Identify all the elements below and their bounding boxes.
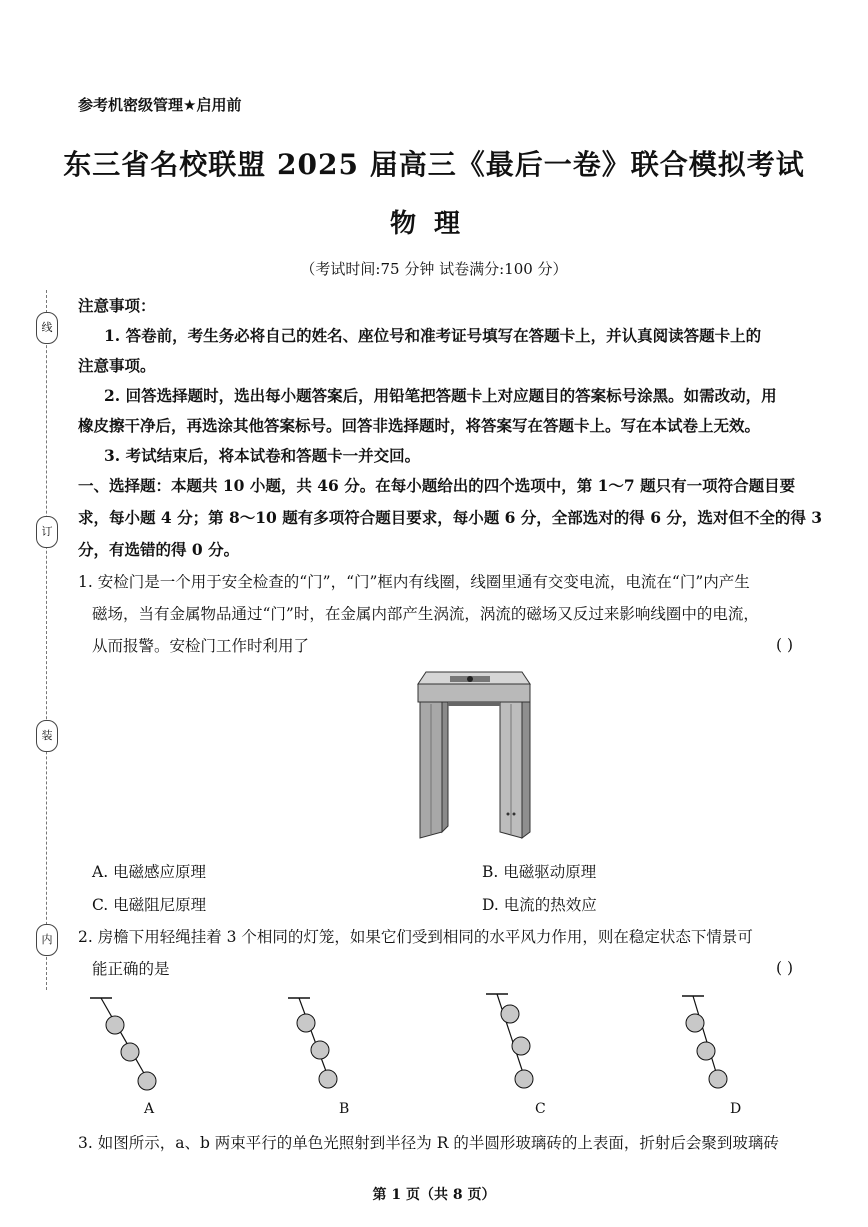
q1-line-2: 磁场，当有金属物品通过“门”时，在金属内部产生涡流，涡流的磁场又反过来影响线圈中的电流， (92, 605, 759, 623)
q1-option-c: C. 电磁阻尼原理 (92, 896, 207, 914)
q1-line-1: 1. 安检门是一个用于安全检查的“门”，“门”框内有线圈，线圈里通有交变电流，电流在“门”内产生 (78, 573, 750, 591)
note-1-line-2: 注意事项。 (78, 356, 156, 375)
lantern-label-a: A (144, 1101, 155, 1117)
confidential-label: 参考机密级管理★启用前 (78, 96, 242, 114)
binding-margin-line (46, 290, 47, 990)
lantern-figure-c (478, 988, 568, 1096)
q2-line-1: 2. 房檐下用轻绳挂着 3 个相同的灯笼，如果它们受到相同的水平风力作用，则在稳定状态下情景可 (78, 928, 753, 946)
exam-title: 东三省名校联盟 2025 届高三《最后一卷》联合模拟考试 (63, 148, 805, 181)
section1-line-3: 分，有选错的得 0 分。 (78, 540, 240, 559)
lantern-label-c: C (535, 1101, 546, 1117)
q1-answer-paren: ( ) (776, 636, 794, 654)
note-2-line-1: 2. 回答选择题时，选出每小题答案后，用铅笔把答题卡上对应题目的答案标号涂黑。如需改动，用 (104, 386, 777, 405)
note-3: 3. 考试结束后，将本试卷和答题卡一并交回。 (104, 446, 421, 465)
page-footer: 第 1 页（共 8 页） (372, 1187, 496, 1203)
q1-option-d: D. 电流的热效应 (482, 896, 597, 914)
q1-option-a: A. 电磁感应原理 (92, 863, 207, 881)
notes-heading: 注意事项： (78, 296, 156, 315)
margin-seal-order: 订 (36, 516, 58, 548)
section1-line-1: 一、选择题：本题共 10 小题，共 46 分。在每小题给出的四个选项中，第 1～7 题只有一项符合题目要 (78, 476, 796, 495)
lantern-label-d: D (730, 1101, 742, 1117)
lantern-figure-a (86, 992, 176, 1096)
security-gate-image (412, 664, 536, 844)
lantern-figure-b (282, 992, 372, 1096)
section1-line-2: 求，每小题 4 分；第 8～10 题有多项符合题目要求，每小题 6 分，全部选对的得 6 分，选对但不全的得 3 (78, 508, 823, 527)
q3-line-1: 3. 如图所示，a、b 两束平行的单色光照射到半径为 R 的半圆形玻璃砖的上表面，折射后会聚到玻璃砖 (78, 1134, 779, 1152)
lantern-label-b: B (339, 1101, 350, 1117)
margin-seal-bind: 装 (36, 720, 58, 752)
q2-answer-paren: ( ) (776, 959, 794, 977)
margin-seal-inner: 内 (36, 924, 58, 956)
exam-time-info: （考试时间:75 分钟 试卷满分:100 分） (300, 260, 568, 278)
margin-seal-line: 线 (36, 312, 58, 344)
note-1-line-1: 1. 答卷前，考生务必将自己的姓名、座位号和准考证号填写在答题卡上，并认真阅读答题卡上的 (104, 326, 762, 345)
q1-option-b: B. 电磁驱动原理 (482, 863, 597, 881)
note-2-line-2: 橡皮擦干净后，再选涂其他答案标号。回答非选择题时，将答案写在答题卡上。写在本试卷上无效。 (78, 416, 761, 435)
subject-title: 物理 (389, 209, 478, 239)
lantern-figure-d (672, 990, 762, 1096)
q2-line-2: 能正确的是 (92, 960, 170, 978)
q1-line-3: 从而报警。安检门工作时利用了 (92, 637, 310, 655)
